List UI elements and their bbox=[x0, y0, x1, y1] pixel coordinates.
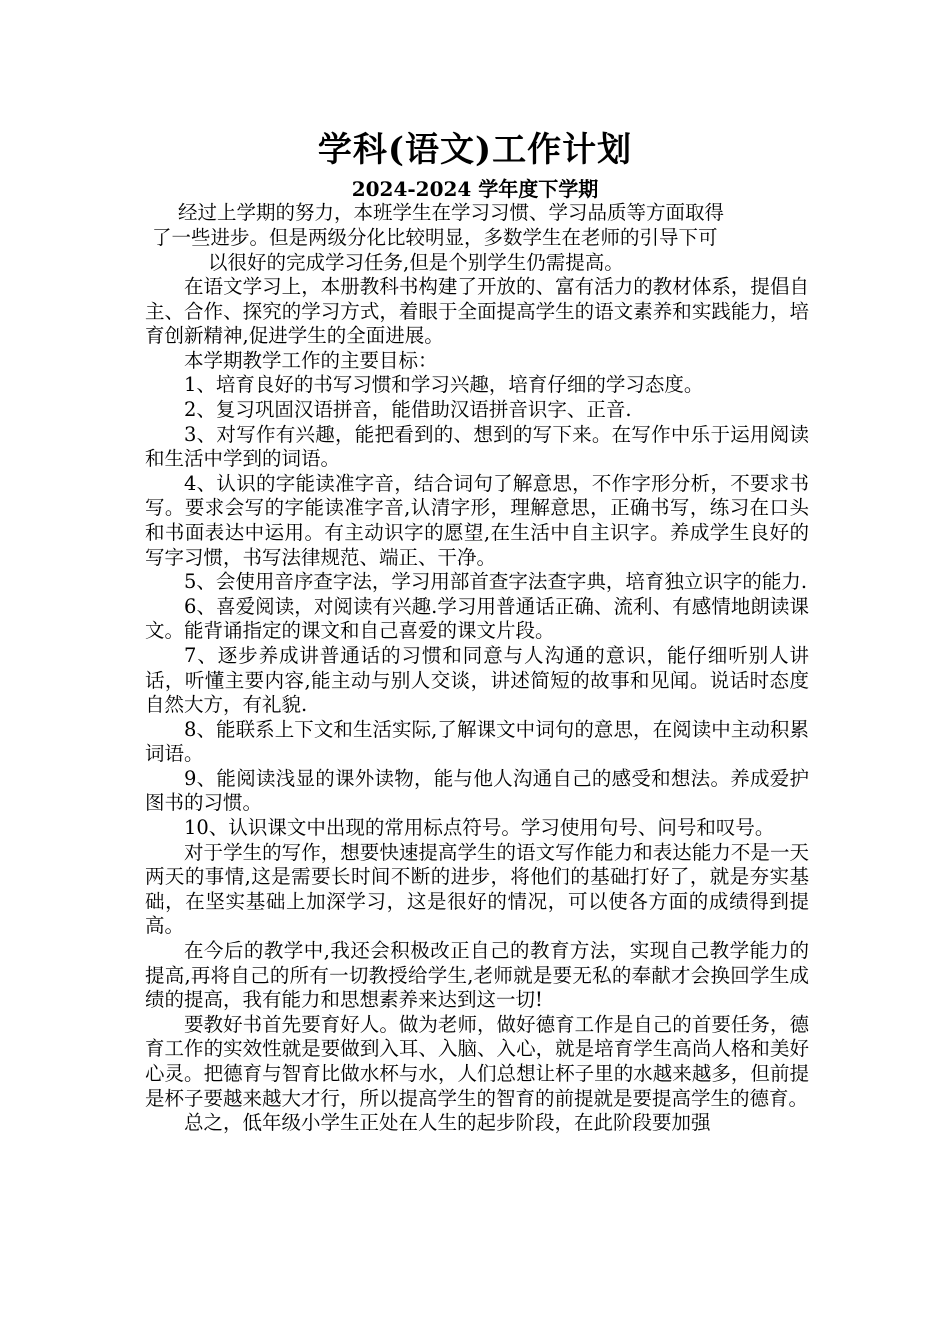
goal-item-1: 1、培育良好的书写习惯和学习兴趣，培育仔细的学习态度。 bbox=[184, 373, 704, 397]
goal-item-6: 6、喜爱阅读，对阅读有兴趣.学习用普通话正确、流利、有感情地朗读课文。能背诵指定的课文和自己喜爱的课文片段。 bbox=[145, 594, 809, 643]
intro-line: 以很好的完成学习任务,但是个别学生仍需提高。 bbox=[208, 251, 624, 274]
paragraph-moral-education: 要教好书首先要育好人。做为老师，做好德育工作是自己的首要任务，德育工作的实效性就是要做到入耳、入脑、入心，就是培育学生高尚人格和美好心灵。把德育与智育比做水杯与水，人们总想让杯子里的水越来越多，但前提是杯子要越来越大才行，所以提高学生的智育的前提就是要提高学生的德育。 bbox=[145, 1012, 809, 1110]
document-subtitle: 2024-2024 学年度下学期 bbox=[351, 177, 599, 201]
paragraph-writing: 对于学生的写作，想要快速提高学生的语文写作能力和表达能力不是一天两天的事情,这是需要长时间不断的进步，将他们的基础打好了，就是夯实基础，在坚实基础上加深学习，这是很好的情况，可以使各方面的成绩得到提高。 bbox=[145, 840, 809, 938]
paragraph-summary: 总之，低年级小学生正处在人生的起步阶段，在此阶段要加强 bbox=[184, 1111, 711, 1135]
goal-item-3: 3、对写作有兴趣，能把看到的、想到的写下来。在写作中乐于运用阅读和生活中学到的词语。 bbox=[145, 422, 809, 471]
document-body bbox=[145, 275, 809, 1136]
goal-item-9: 9、能阅读浅显的课外读物，能与他人沟通自己的感受和想法。养成爱护图书的习惯。 bbox=[145, 766, 809, 815]
paragraph-teaching: 在今后的教学中,我还会积极改正自己的教育方法，实现自己教学能力的提高,再将自己的所有一切教授给学生,老师就是要无私的奉献才会换回学生成绩的提高，我有能力和思想素养来达到这一切! bbox=[145, 939, 809, 1012]
intro-line: 经过上学期的努力，本班学生在学习习惯、学习品质等方面取得 bbox=[178, 201, 725, 224]
paragraph-goals-heading: 本学期教学工作的主要目标： bbox=[184, 348, 438, 372]
goal-item-4: 4、认识的字能读准字音，结合词句了解意思，不作字形分析，不要求书写。要求会写的字能读准字音,认清字形，理解意思，正确书写，练习在口头和书面表达中运用。有主动识字的愿望,在生活中自主识字。养成学生良好的写字习惯，书写法律规范、端正、干净。 bbox=[145, 471, 809, 569]
goal-item-2: 2、复习巩固汉语拼音，能借助汉语拼音识字、正音. bbox=[184, 397, 632, 421]
document-title: 学科(语文)工作计划 bbox=[317, 130, 633, 170]
goal-item-7: 7、逐步养成讲普通话的习惯和同意与人沟通的意识，能仔细听别人讲话，听懂主要内容,能主动与别人交谈，讲述简短的故事和见闻。说话时态度自然大方，有礼貌. bbox=[145, 643, 809, 717]
paragraph-curriculum: 在语文学习上，本册教科书构建了开放的、富有活力的教材体系，提倡自主、合作、探究的学习方式，着眼于全面提高学生的语文素养和实践能力，培育创新精神,促进学生的全面进展。 bbox=[145, 275, 809, 348]
intro-paragraph bbox=[148, 200, 806, 275]
goal-item-10: 10、认识课文中出现的常用标点符号。学习使用句号、问号和叹号。 bbox=[184, 816, 775, 840]
goal-item-8: 8、能联系上下文和生活实际,了解课文中词句的意思，在阅读中主动积累词语。 bbox=[145, 717, 809, 766]
goal-item-5: 5、会使用音序查字法，学习用部首查字法查字典，培育独立识字的能力. bbox=[184, 570, 808, 594]
intro-line: 了一些进步。但是两级分化比较明显，多数学生在老师的引导下可 bbox=[152, 226, 718, 249]
